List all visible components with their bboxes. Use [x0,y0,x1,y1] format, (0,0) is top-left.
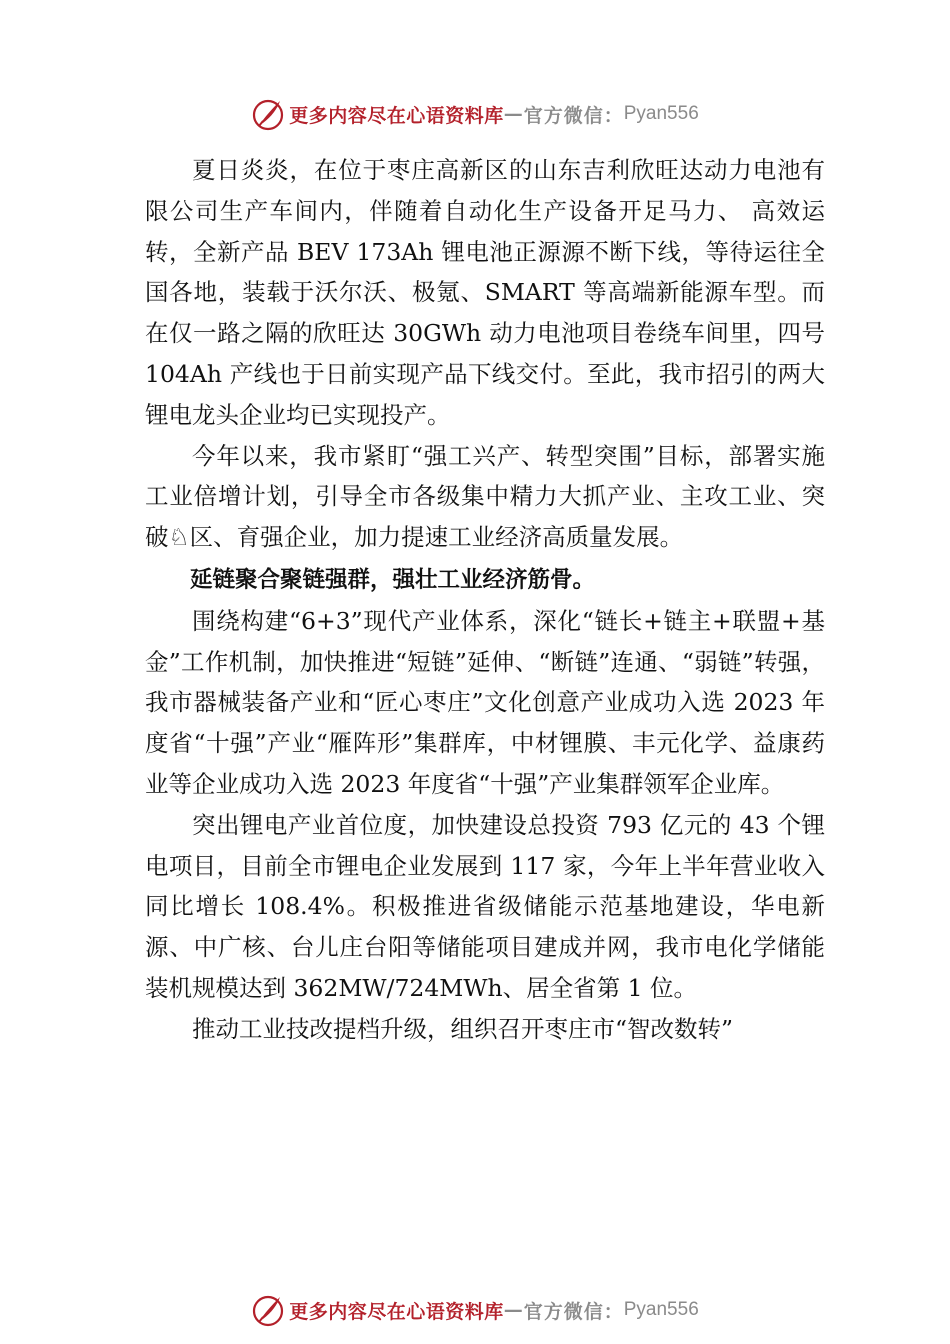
banner-brand-text: 更多内容尽在心语资料库 [289,1300,504,1323]
paragraph: 突出锂电产业首位度，加快建设总投资 793 亿元的 43 个锂电项目，目前全市锂电企业发展到 117 家，今年上半年营业收入同比增长 108.4%。积极推进省级储能示范基地建设，华电新源、中广核、台儿庄台阳等储能项目建成并网，我市电化学储能装机规模达到 362MW/724MWh、居全省第 1 位。 [145,810,825,1002]
banner-dash: — [503,1299,524,1321]
banner-dash: — [503,103,524,125]
banner-wechat-label: 官方微信： [523,1300,624,1323]
quill-logo-icon [251,1293,285,1327]
footer-banner [0,1290,950,1330]
section-heading: 延链聚合聚链强群，强壮工业经济筋骨。 [190,566,596,593]
article-body [145,150,825,1050]
banner-wechat-id: Pyan556 [623,1299,699,1320]
paragraph: 围绕构建“6+3”现代产业体系，深化“链长+链主+联盟+基金”工作机制，加快推进“短链”延伸、“断链”连通、“弱链”转强，我市器械装备产业和“匠心枣庄”文化创意产业成功入选 2023 年度省“十强”产业“雁阵形”集群库，中材锂膜、丰元化学、益康药业等企业成功入选 2023 年度省“十强”产业集群领军企业库。 [145,606,825,798]
banner-wechat-label: 官方微信： [523,104,624,127]
quill-logo-icon [251,97,285,131]
paragraph: 推动工业技改提档升级，组织召开枣庄市“智改数转” [192,1014,734,1043]
paragraph: 夏日炎炎，在位于枣庄高新区的山东吉利欣旺达动力电池有限公司生产车间内，伴随着自动化生产设备开足马力、 高效运转，全新产品 BEV 173Ah 锂电池正源源不断下线，等待运往全国各地，装载于沃尔沃、极氪、SMART 等高端新能源车型。而在仅一路之隔的欣旺达 30GWh 动力电池项目卷绕车间里，四号 104Ah 产线也于日前实现产品下线交付。至此，我市招引的两大锂电龙头企业均已实现投产。 [145,156,825,429]
header-banner [0,94,950,134]
banner-brand-text: 更多内容尽在心语资料库 [289,104,504,127]
banner-wechat-id: Pyan556 [623,103,699,124]
paragraph: 今年以来，我市紧盯“强工兴产、转型突围”目标，部署实施工业倍增计划，引导全市各级集中精力大抓产业、主攻工业、突破♘区、育强企业，加力提速工业经济高质量发展。 [145,441,825,552]
